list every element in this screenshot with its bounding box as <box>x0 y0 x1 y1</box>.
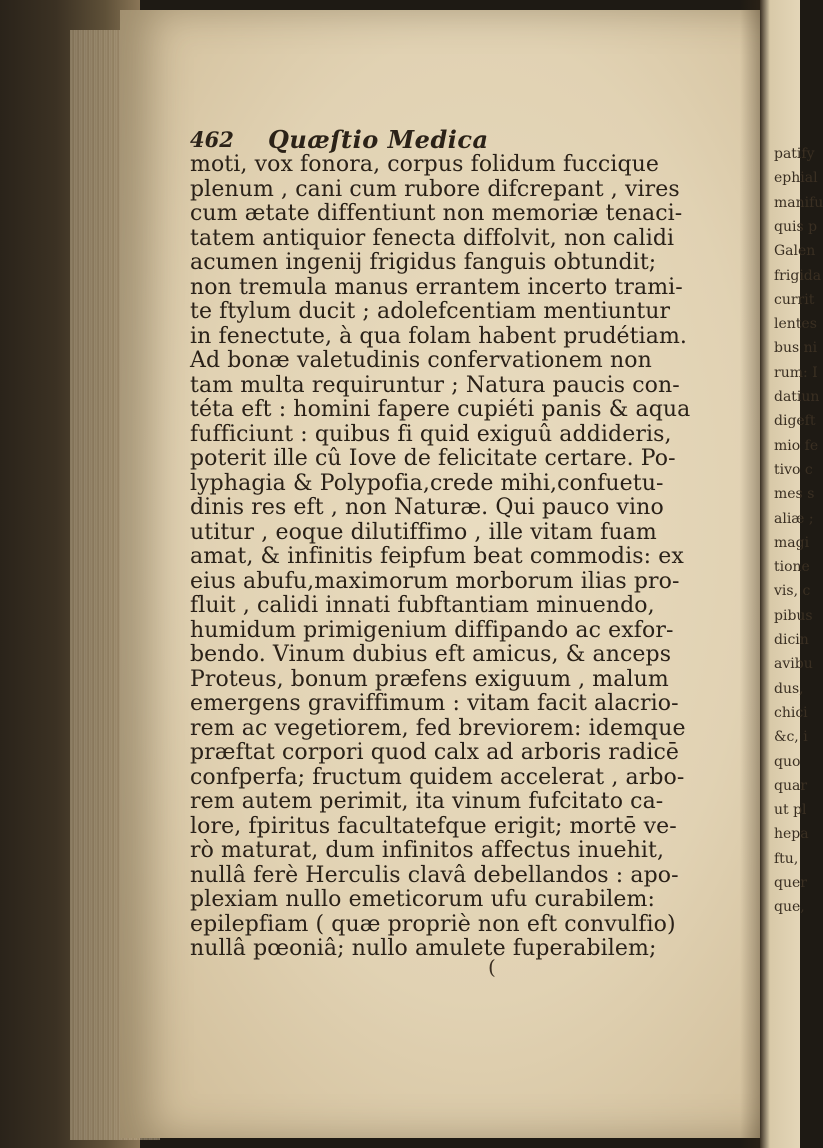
text-line: dinis res eft , non Naturæ. Qui pauco vino <box>190 495 664 520</box>
facing-page-text-fragment: mes s <box>774 486 815 503</box>
text-line: amat, & infinitis feipfum beat commodis: ex <box>190 544 684 569</box>
facing-page-text-fragment: que, <box>774 899 805 916</box>
text-line: fufficiunt : quibus fi quid exiguû addideris, <box>190 421 672 447</box>
facing-page-text-fragment: chici <box>774 704 808 721</box>
facing-page-text-fragment: tivo c <box>774 461 813 478</box>
running-title: Quæſtio Medica <box>268 125 489 154</box>
facing-page-text-fragment: quar <box>774 777 808 794</box>
facing-page-text-fragment: bus ni <box>774 340 818 357</box>
facing-page-text-fragment: frigida <box>774 267 822 284</box>
text-line: confperfa; fructum quidem accelerat , arbo- <box>190 764 685 790</box>
text-line: rem ac vegetiorem, fed breviorem: idemque <box>190 715 686 741</box>
text-line: plenum , cani cum rubore difcrepant , vires <box>190 176 680 202</box>
text-line: rò maturat, dum infinitos affectus inuehit, <box>190 838 665 863</box>
text-line: humidum primigenium diffipando ac exfor- <box>190 617 674 643</box>
facing-page-fragment <box>760 0 823 1148</box>
facing-page-text-fragment: quo <box>774 753 801 770</box>
facing-page-text-fragment: &c, i <box>774 729 808 746</box>
text-line: téta eft : homini fapere cupiéti panis & aqua <box>190 397 691 422</box>
facing-page-text-fragment: quis p <box>774 218 818 235</box>
text-line: fluit , calidi innati fubftantiam minuendo, <box>190 593 655 618</box>
facing-page-text-fragment: ut pl <box>774 802 807 819</box>
text-line: rem autem perimit, ita vinum fufcitato ca- <box>190 789 664 814</box>
text-line: in fenectute, à qua folam habent prudétiam. <box>190 323 688 349</box>
text-line: tatem antiquior fenecta diffolvit, non calidi <box>190 225 675 251</box>
facing-page-text-fragment: patify <box>774 146 815 162</box>
facing-page-text-fragment: pibus <box>774 607 813 624</box>
facing-page-text-fragment: vis, c <box>774 583 811 600</box>
facing-page-text-fragment: avibu <box>774 656 813 673</box>
facing-page-text-fragment: ftu, <box>774 850 799 867</box>
facing-page-text-fragment: dus, <box>774 680 804 697</box>
text-line: poterit ille cû Iove de felicitate certare. Po- <box>190 446 676 471</box>
facing-page-text-fragment: hepa <box>774 826 809 843</box>
text-line: te ftylum ducit ; adolefcentiam mentiuntur <box>190 299 671 324</box>
text-line: tam multa requiruntur ; Natura paucis con- <box>190 372 680 398</box>
facing-page-text-fragment: digeft <box>774 413 816 430</box>
text-line: eius abufu,maximorum morborum ilias pro- <box>190 568 680 594</box>
text-line: Ad bonæ valetudinis confervationem non <box>190 348 652 373</box>
text-line: nullâ pœoniâ; nullo amulete fuperabilem; <box>190 936 657 961</box>
facing-page-text-fragment: aliæ ; <box>774 510 814 527</box>
facing-page-text-fragment: Galen <box>774 243 816 260</box>
text-line: Proteus, bonum præfens exiguum , malum <box>190 666 669 692</box>
page-number: 462 <box>190 127 234 152</box>
facing-page-text-fragment: rum: I <box>774 364 818 381</box>
text-line: acumen ingenij frigidus fanguis obtundit; <box>190 250 657 275</box>
text-line: cum ætate diffentiunt non memoriæ tenaci- <box>190 201 683 226</box>
facing-page-text-fragment: manifu <box>774 194 823 211</box>
text-line: epilepfiam ( quæ propriè non eft convulfio) <box>190 911 676 937</box>
facing-page-text-fragment: dicin <box>774 632 809 648</box>
text-line: emergens graviffimum : vitam facit alacrio- <box>190 691 679 716</box>
facing-page-text-fragment: tione <box>774 559 810 576</box>
facing-page-text-fragment: mio fe <box>774 437 819 454</box>
text-line: præftat corpori quod calx ad arboris radicē <box>190 740 679 765</box>
facing-page-text-fragment: quer <box>774 875 807 891</box>
text-line: non tremula manus errantem incerto trami- <box>190 274 683 300</box>
facing-page-text-fragment: ephial <box>774 170 818 187</box>
text-line: bendo. Vinum dubius eft amicus, & anceps <box>190 642 672 667</box>
text-line: lore, fpiritus facultatefque erigit; mortē ve- <box>190 813 677 839</box>
text-line: utitur , eoque dilutiffimo , ille vitam fuam <box>190 519 657 545</box>
text-line: moti, vox fonora, corpus folidum fuccique <box>190 152 660 177</box>
text-line: plexiam nullo emeticorum ufu curabilem: <box>190 887 656 912</box>
facing-page-text-fragment: magi <box>774 534 810 551</box>
text-line: lyphagia & Polypofia,crede mihi,confuetu- <box>190 470 664 496</box>
catchword-mark: ( <box>488 955 496 979</box>
facing-page-text-fragment: currit <box>774 291 815 308</box>
facing-page-text-fragment: datiun <box>774 389 820 405</box>
facing-page-text-fragment: lentes <box>774 316 817 333</box>
text-line: nullâ ferè Herculis clavâ debellandos : apo- <box>190 862 679 888</box>
